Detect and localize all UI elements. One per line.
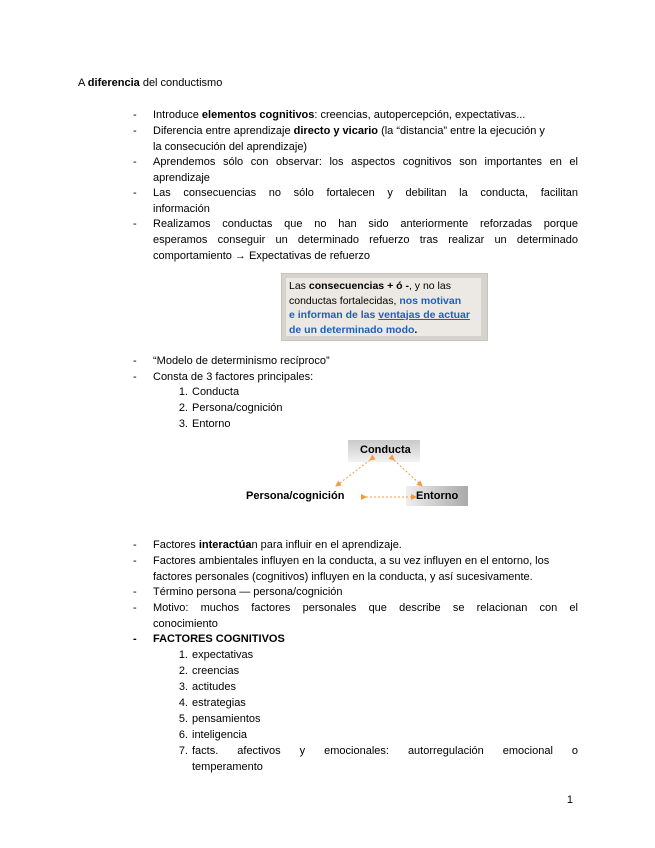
- list-item: 3. actitudes: [178, 681, 237, 693]
- list-item: - “Modelo de determinismo recíproco”: [133, 355, 330, 367]
- diagram-label-entorno: Entorno: [416, 490, 459, 502]
- list-item: 4. estrategias: [178, 697, 246, 709]
- cognitive-factors-list: [172, 647, 578, 775]
- list-item: - Introduce elementos cognitivos: creencias, autopercepción, expectativas...: [133, 109, 526, 121]
- reciprocal-determinism-diagram: [244, 440, 468, 508]
- list-item: - Factores ambientales influyen en la conducta, a su vez influyen en el entorno, los factores personales (cognitivos) influyen en la conducta, y así sucesivamente.: [133, 555, 550, 583]
- diagram-label-persona: Persona/cognición: [246, 490, 345, 502]
- list-item: 2. creencias: [178, 665, 240, 677]
- arrow-conducta-entorno: [394, 460, 422, 486]
- list-item: - FACTORES COGNITIVOS: [133, 633, 285, 645]
- list-item: - Aprendemos sólo con observar: los aspectos cognitivos son importantes en el aprendizaje: [133, 156, 578, 184]
- list-item: - Consta de 3 factores principales:: [133, 371, 314, 383]
- arrow-conducta-persona: [336, 460, 370, 486]
- list-item: 2. Persona/cognición: [178, 402, 283, 414]
- page-number: 1: [566, 794, 573, 806]
- list-item: - Diferencia entre aprendizaje directo y vicario (la “distancia” entre la ejecución y la consecución del aprendizaje): [133, 125, 545, 153]
- list-item: - Término persona — persona/cognición: [133, 586, 343, 598]
- list-item: 3. Entorno: [178, 418, 231, 430]
- list-item: - Las consecuencias no sólo fortalecen y debilitan la conducta, facilitan información: [133, 187, 578, 215]
- list-item: - Realizamos conductas que no han sido anteriormente reforzadas porque esperamos conseguir un determinado refuerzo tras realizar un determinado comportamiento → Expectativas de refuerzo: [133, 218, 578, 262]
- factors-list: [172, 384, 372, 432]
- list-item: - Motivo: muchos factores personales que describe se relacionan con el conocimiento: [133, 602, 578, 630]
- callout-box: Las consecuencias + ó -, y no las conductas fortalecidas, nos motivan e informan de las ventajas de actuar de un determinado modo.: [281, 273, 488, 341]
- diagram-label-conducta: Conducta: [360, 444, 411, 456]
- list-item: 6. inteligencia: [178, 729, 248, 741]
- section-heading: A diferencia del conductismo: [78, 77, 223, 89]
- list-item: - Factores interactúan para influir en el aprendizaje.: [133, 539, 402, 551]
- list-item: 5. pensamientos: [178, 713, 261, 725]
- list-item: 1. expectativas: [178, 649, 254, 661]
- list-item: 7. facts. afectivos y emocionales: autorregulación emocional o temperamento: [178, 745, 578, 773]
- list-item: 1. Conducta: [178, 386, 240, 398]
